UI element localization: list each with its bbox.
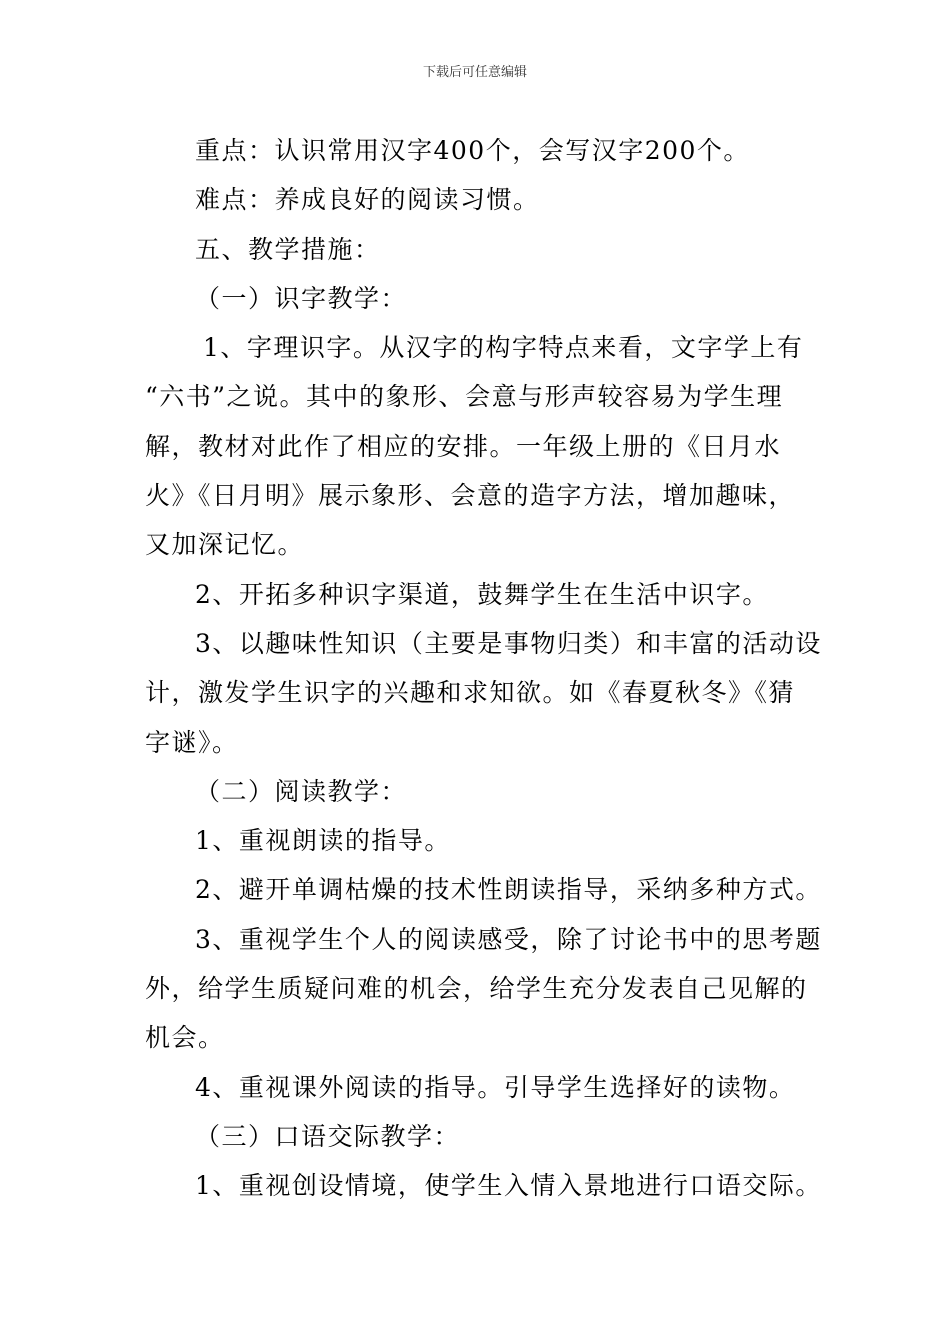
paragraph-line: 机会。: [145, 1023, 225, 1053]
paragraph-line: 1、字理识字。从汉字的构字特点来看，文字学上有: [203, 333, 804, 363]
paragraph-line: 1、重视朗读的指导。: [195, 826, 451, 856]
subsection-heading-reading: （二）阅读教学：: [195, 776, 408, 806]
paragraph-line: 外，给学生质疑问难的机会，给学生充分发表自己见解的: [145, 974, 808, 1004]
paragraph-line: 3、重视学生个人的阅读感受，除了讨论书中的思考题: [195, 924, 822, 954]
paragraph-line: “六书”之说。其中的象形、会意与形声较容易为学生理: [145, 382, 784, 412]
paragraph-difficulties: 难点：养成良好的阅读习惯。: [195, 185, 540, 215]
subsection-heading-literacy: （一）识字教学：: [195, 283, 408, 313]
paragraph-line: 3、以趣味性知识（主要是事物归类）和丰富的活动设: [195, 628, 822, 658]
paragraph-line: 2、避开单调枯燥的技术性朗读指导，采纳多种方式。: [195, 875, 822, 905]
paragraph-line: 又加深记忆。: [145, 530, 305, 560]
paragraph-key-points: 重点：认识常用汉字400个，会写汉字200个。: [195, 136, 750, 165]
document-body: [145, 126, 822, 1211]
page-header: 下载后可任意编辑: [422, 65, 527, 80]
paragraph-line: 字谜》。: [145, 727, 239, 757]
paragraph-line: 4、重视课外阅读的指导。引导学生选择好的读物。: [195, 1072, 796, 1102]
paragraph-line: 2、开拓多种识字渠道，鼓舞学生在生活中识字。: [195, 579, 769, 609]
paragraph-line: 计，激发学生识字的兴趣和求知欲。如《春夏秋冬》《猜: [145, 678, 796, 708]
paragraph-line: 火》《日月明》展示象形、会意的造字方法，增加趣味，: [145, 481, 796, 511]
paragraph-line: 1、重视创设情境，使学生入情入景地进行口语交际。: [195, 1171, 822, 1201]
section-heading-teaching-measures: 五、教学措施：: [195, 234, 381, 264]
subsection-heading-oral: （三）口语交际教学：: [195, 1121, 461, 1151]
paragraph-line: 解，教材对此作了相应的安排。一年级上册的《日月水: [145, 431, 782, 461]
